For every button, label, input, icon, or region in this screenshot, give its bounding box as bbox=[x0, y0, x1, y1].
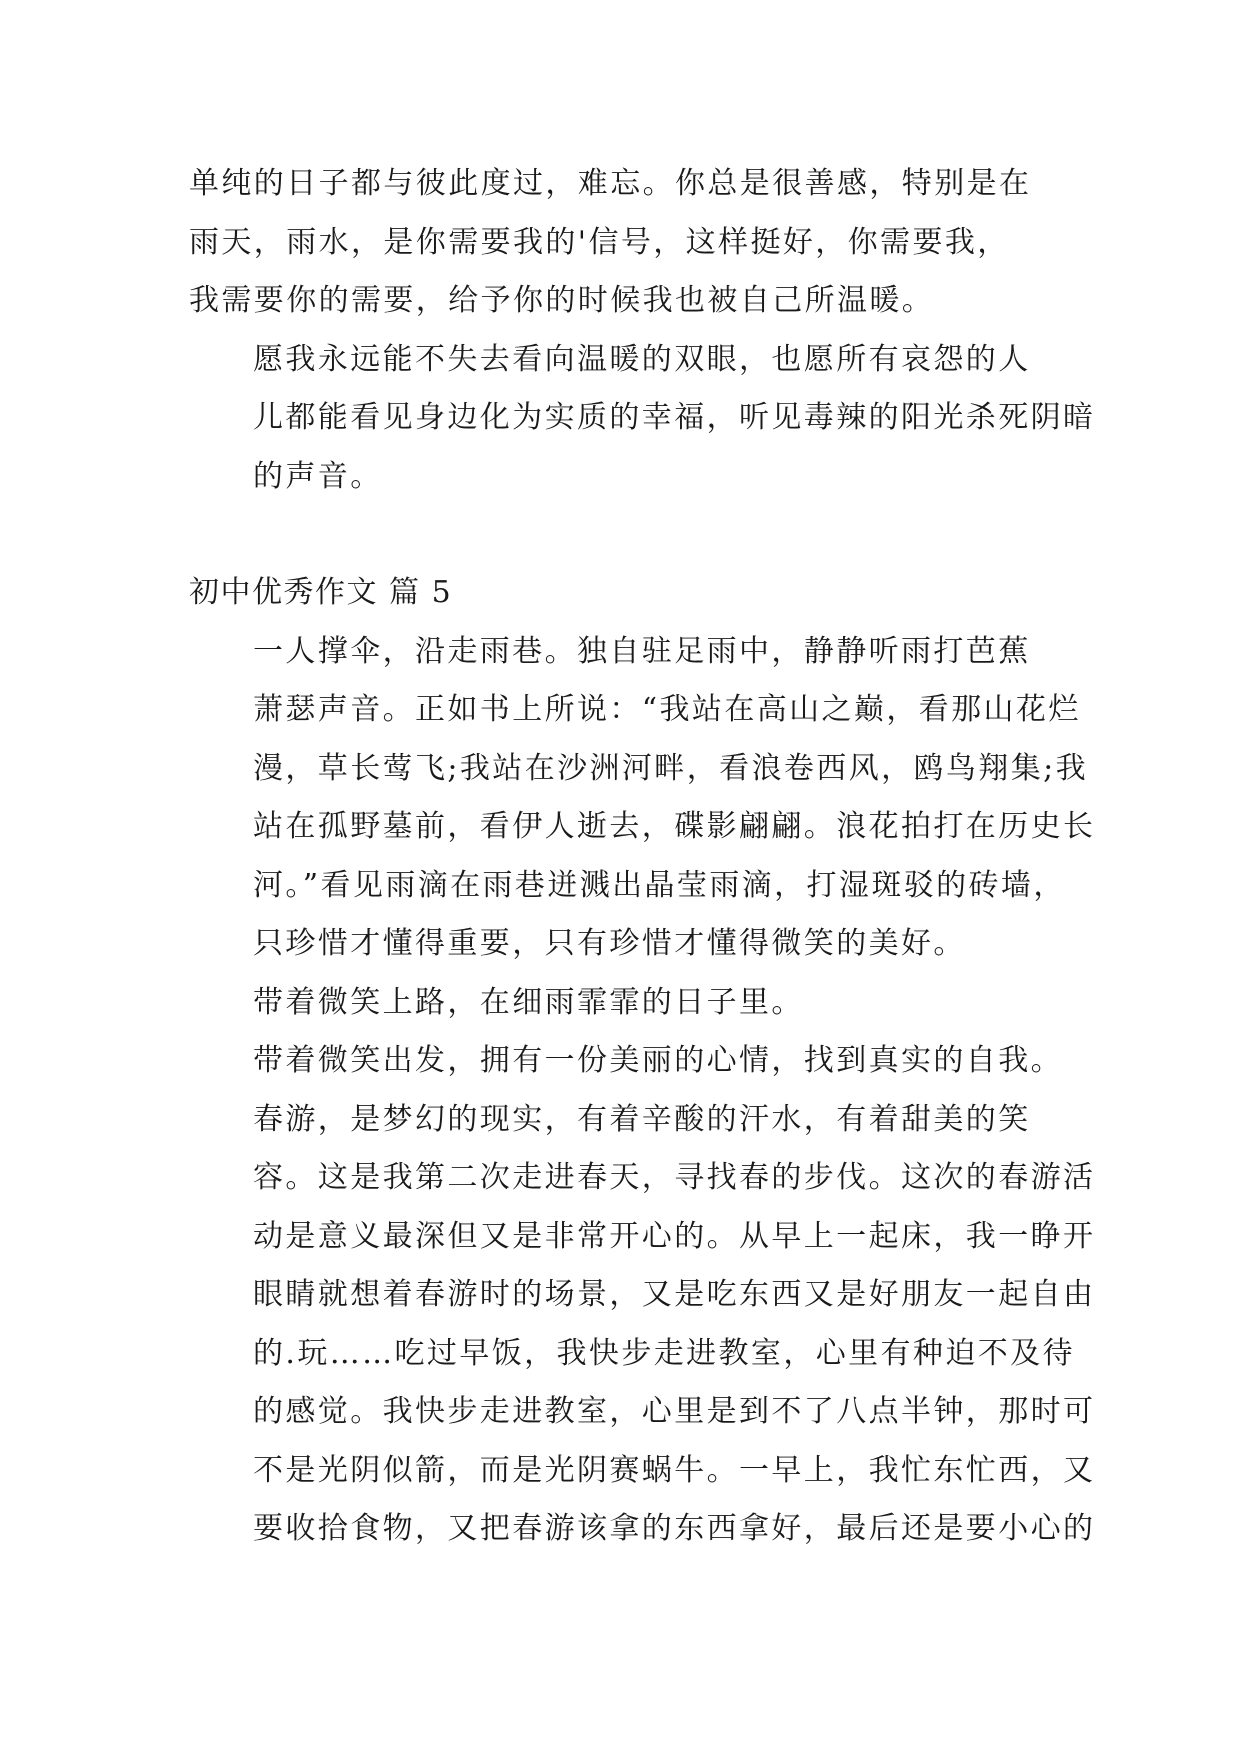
text-line: 带着微笑上路，在细雨霏霏的日子里。 bbox=[253, 984, 804, 1020]
text-line: 我需要你的需要，给予你的时候我也被自己所温暖。 bbox=[189, 283, 935, 318]
text-line: 春游，是梦幻的现实，有着辛酸的汗水，有着甜美的笑 bbox=[253, 1101, 1031, 1137]
text-line: 站在孤野墓前，看伊人逝去，碟影翩翩。浪花拍打在历史长 bbox=[253, 809, 1096, 844]
paragraph bbox=[189, 623, 1096, 974]
text-line: 雨天，雨水，是你需要我的'信号，这样挺好，你需要我， bbox=[189, 224, 1010, 260]
text-line: 带着微笑出发，拥有一份美丽的心情，找到真实的自我。 bbox=[253, 1043, 1063, 1078]
text-line: 容。这是我第二次走进春天，寻找春的步伐。这次的春游活 bbox=[253, 1160, 1096, 1195]
text-line: 的声音。 bbox=[253, 458, 383, 494]
essay-section-5 bbox=[189, 623, 1096, 1559]
text-line: 要收拾食物，又把春游该拿的东西拿好，最后还是要小心的 bbox=[253, 1511, 1096, 1546]
paragraph bbox=[189, 331, 1096, 507]
paragraph bbox=[189, 974, 1059, 1033]
text-line: 不是光阴似箭，而是光阴赛蜗牛。一早上，我忙东忙西，又 bbox=[253, 1452, 1096, 1488]
text-line: 河。”看见雨滴在雨巷迸溅出晶莹雨滴，打湿斑驳的砖墙， bbox=[253, 867, 1066, 903]
text-line: 单纯的日子都与彼此度过，难忘。你总是很善感，特别是在 bbox=[189, 166, 1032, 201]
text-line: 一人撑伞，沿走雨巷。独自驻足雨中，静静听雨打芭蕉 bbox=[253, 633, 1031, 669]
section-heading: 初中优秀作文 篇 5 bbox=[189, 575, 453, 610]
text-line: 眼睛就想着春游时的场景，又是吃东西又是好朋友一起自由 bbox=[253, 1277, 1096, 1312]
document-body bbox=[189, 155, 1096, 1559]
text-line: 萧瑟声音。正如书上所说：“我站在高山之巅，看那山花烂 bbox=[253, 692, 1081, 727]
text-line: 只珍惜才懂得重要，只有珍惜才懂得微笑的美好。 bbox=[253, 926, 966, 961]
text-line: 动是意义最深但又是非常开心的。从早上一起床，我一睁开 bbox=[253, 1218, 1096, 1254]
paragraph bbox=[189, 1091, 1096, 1559]
text-line: 儿都能看见身边化为实质的幸福，听见毒辣的阳光杀死阴暗 bbox=[253, 400, 1096, 435]
essay-continuation bbox=[189, 155, 1096, 506]
paragraph bbox=[189, 1032, 1063, 1091]
paragraph bbox=[189, 155, 1059, 331]
text-line: 愿我永远能不失去看向温暖的双眼，也愿所有哀怨的人 bbox=[253, 341, 1031, 377]
text-line: 的感觉。我快步走进教室，心里是到不了八点半钟，那时可 bbox=[253, 1394, 1096, 1429]
text-line: 漫，草长莺飞;我站在沙洲河畔，看浪卷西风，鸥鸟翔集;我 bbox=[253, 750, 1089, 786]
text-line: 的.玩……吃过早饭，我快步走进教室，心里有种迫不及待 bbox=[253, 1335, 1075, 1371]
